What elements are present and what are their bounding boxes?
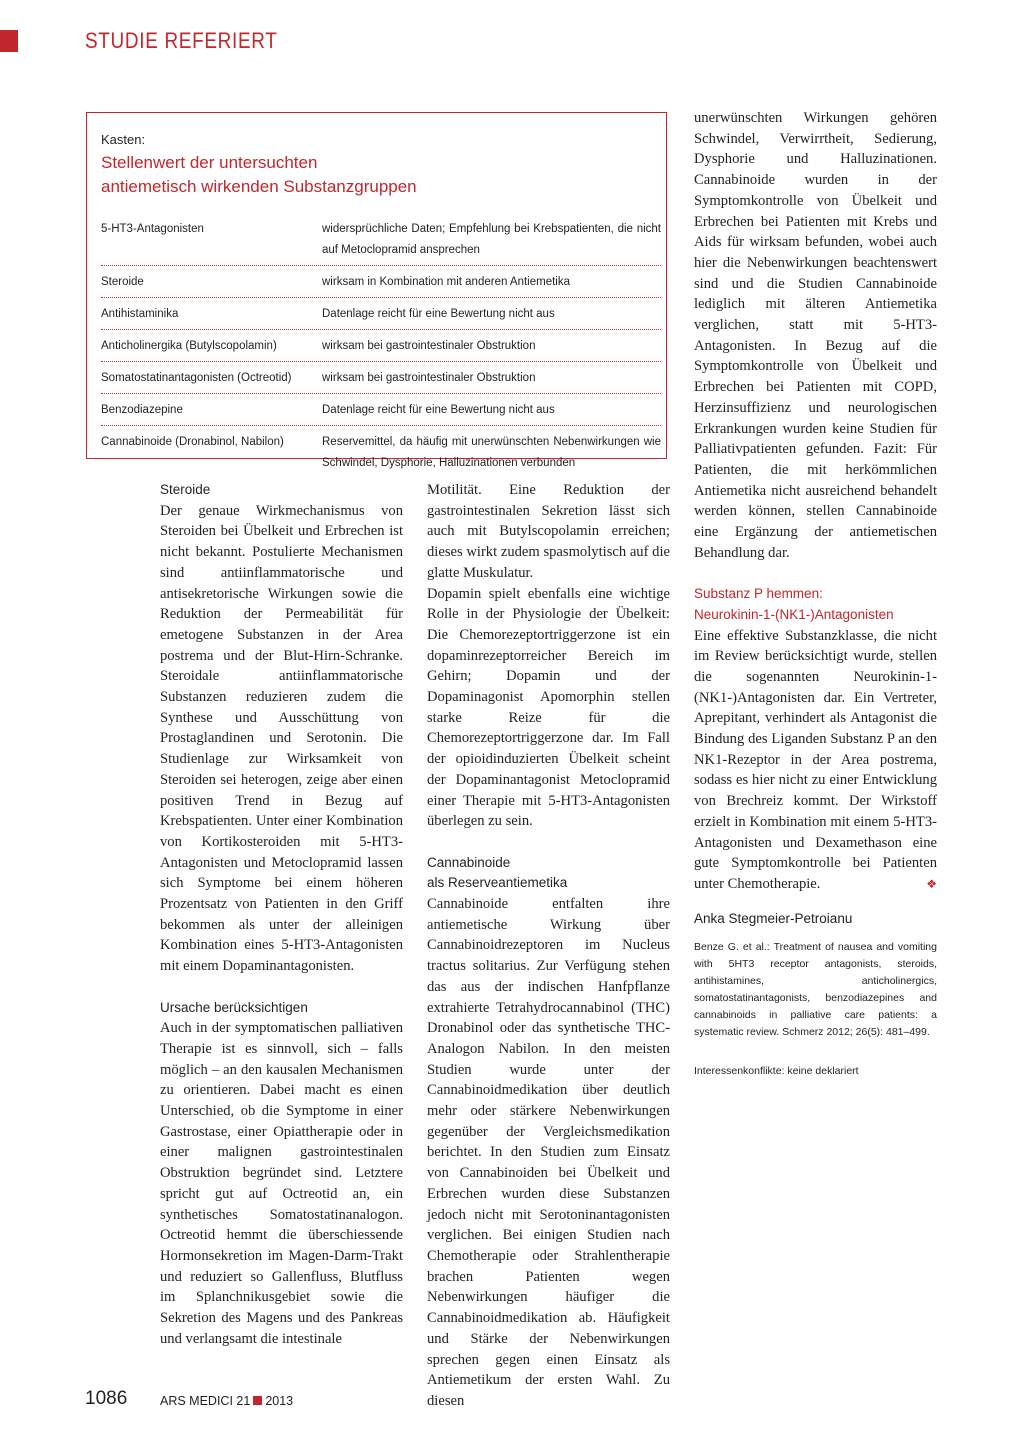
substance-rating: wirksam in Kombination mit anderen Antiemetika — [322, 276, 571, 288]
box-title-line: Stellenwert der untersuchten — [101, 153, 318, 172]
conflict-of-interest: Interessenkonflikte: keine deklariert — [694, 1065, 859, 1078]
subheading-substanz-p: Substanz P hemmen: — [694, 586, 823, 602]
table-row — [101, 432, 661, 478]
substance-group: Antihistaminika — [101, 308, 179, 320]
subheading-cannabinoide-line2: als Reserveantiemetika — [427, 875, 568, 891]
paragraph-cannabinoide-continued: unerwünschten Wirkungen gehören Schwindel, Verwirrtheit, Sedierung, Dysphorie und Halluzinationen. Cannabinoide wurden in der Symptomkontrolle von Übelkeit und Erbrechen bei Patienten mit Krebs und Aids für wirksam befunden, wobei auch hier die Nebenwirkungen beachtenswert sind und die Studien Cannabinoide lediglich mit älteren Antiemetika verglichen, statt mit 5-HT3-Antagonisten. In Bezug auf die Symptomkontrolle von Übelkeit und Erbrechen bei Patienten mit COPD, Herzinsuffizienz und neurologischen Erkrankungen wurden keine Studien für Palliativpatienten gefunden. Fazit: Für Patienten, die mit herkömmlichen Antiemetika nicht ausreichend behandelt werden können, stellen Cannabinoide eine Ergänzung der antiemetischen Behandlung dar. — [694, 110, 937, 561]
paragraph-ursache: Auch in der symptomatischen palliativen Therapie ist es sinnvoll, sich – falls möglich – an den kausalen Mechanismen zu orientieren. Dabei macht es einen Unterschied, ob die Symptome in einer Gastrostase, einer Opiattherapie oder in einer malignen gastrointestinalen Obstruktion begründet sind. Letztere spricht gut auf Octreotid an, ein synthetisches Somatostatinanalogon. Octreotid hemmt die überschiessende Hormonsekretion im Magen-Darm-Trakt und reduziert so Gallenfluss, Blutfluss im Splanchnikusgebiet sowie die Sekretion des Magens und des Pankreas und verlangsamt die intestinale — [160, 1020, 403, 1347]
journal-info — [160, 1394, 293, 1408]
substance-group: Benzodiazepine — [101, 404, 183, 416]
substance-group: Somatostatinantagonisten (Octreotid) — [101, 372, 292, 384]
paragraph-substanz-p-text: Eine effektive Substanzklasse, die nicht im Review berücksichtigt wurde, stellen die sogenannten Neurokinin-1-(NK1-)Antagonisten dar. Ein Vertreter, Aprepitant, verhindert als Antagonist die Bindung des Liganden Substanz P an den NK1-Rezeptor in der Area postrema, sodass es hier nicht zu einer Entwicklung von Brechreiz kommt. Der Wirkstoff erzielt in Kombination mit einem 5-HT3-Antagonisten und Dexamethason eine gute Symptomkontrolle bei Patienten unter Chemotherapie. — [694, 627, 937, 892]
substance-group: Anticholinergika (Butylscopolamin) — [101, 340, 277, 352]
substance-table — [101, 219, 661, 484]
table-row — [101, 368, 661, 394]
author-name: Anka Stegmeier-Petroianu — [694, 910, 853, 926]
paragraph-steroide: Der genaue Wirkmechanismus von Steroiden bei Übelkeit und Erbrechen ist nicht bekannt. Postulierte Mechanismen sind antiinflammatorische und antisekretorische Wirkungen sowie die Reduktion der Permeabilität für emetogene Substanzen in der Area postrema und der Blut-Hirn-Schranke. Steroidale antiinflammatorische Substanzen reduzieren zudem die Synthese und Ausschüttung von Prostaglandinen und Serotonin. Die Studienlage zur Wirksamkeit von Steroiden sei heterogen, zeige aber einen positiven Trend in Bezug auf Krebspatienten. Unter einer Kombination von Kortikosteroiden mit 5-HT3-Antagonisten und Metoclopramid lassen sich Symptome bei einem höheren Prozentsatz von Patienten in den Griff bekommen als unter der alleinigen Kombination eines 5-HT3-Antagonisten mit einem Dopaminantagonisten. — [160, 502, 403, 975]
substance-rating: Datenlage reicht für eine Bewertung nicht aus — [322, 308, 555, 320]
page-number: 1086 — [85, 1388, 128, 1409]
section-title: STUDIE REFERIERT — [85, 28, 278, 53]
substance-group: 5-HT3-Antagonisten — [101, 223, 204, 235]
section-marker — [0, 30, 18, 52]
table-row — [101, 272, 661, 298]
substance-group: Steroide — [101, 276, 144, 288]
substance-group: Cannabinoide (Dronabinol, Nabilon) — [101, 436, 284, 448]
table-row — [101, 219, 661, 266]
paragraph-substanz-p — [694, 626, 937, 895]
article-column-2 — [427, 480, 670, 1412]
substance-rating: Datenlage reicht für eine Bewertung nicht aus — [322, 404, 555, 416]
subheading-steroide: Steroide — [160, 482, 211, 497]
table-row — [101, 336, 661, 362]
box-kicker: Kasten: — [101, 132, 146, 147]
table-row — [101, 304, 661, 330]
journal-year: 2013 — [265, 1394, 294, 1408]
subheading-ursache: Ursache berücksichtigen — [160, 999, 308, 1015]
box-title-line: antiemetisch wirkenden Substanzgruppen — [101, 177, 417, 196]
box-title — [101, 151, 417, 199]
substance-rating: widersprüchliche Daten; Empfehlung bei Krebspatienten, die nicht auf Metoclopramid ansprechen — [322, 223, 661, 256]
paragraph-motilitaet: Motilität. Eine Reduktion der gastrointestinalen Sekretion lässt sich auch mit Butylscopolamin erreichen; dieses wirkt zudem spasmolytisch auf die glatte Muskulatur. — [427, 482, 670, 581]
subheading-cannabinoide: Cannabinoide — [427, 854, 511, 870]
article-column-3 — [694, 108, 937, 1082]
journal-name: ARS MEDICI 21 — [160, 1394, 251, 1408]
paragraph-dopamin: Dopamin spielt ebenfalls eine wichtige Rolle in der Physiologie der Übelkeit: Die Chemorezeptortriggerzone ist ein dopaminrezeptorreicher Bereich im Gehirn; Dopamin und der Dopaminagonist Apomorphin stellen starke Reize für die Chemorezeptortriggerzone dar. Im Fall der opioidinduzierten Übelkeit scheint der Dopaminantagonist Metoclopramid einer Therapie mit 5-HT3-Antagonisten überlegen zu sein. — [427, 585, 670, 830]
info-box — [86, 112, 667, 469]
substance-rating: wirksam bei gastrointestinaler Obstruktion — [322, 372, 536, 384]
substance-rating: wirksam bei gastrointestinaler Obstruktion — [322, 340, 536, 352]
article-column-1 — [160, 480, 403, 1350]
reference: Benze G. et al.: Treatment of nausea and vomiting with 5HT3 receptor antagonists, steroids, antihistamines, anticholinergics, somatostatinantagonists, benzodiazepines and cannabinoids in palliative care patients: a systematic review. Schmerz 2012; 26(5): 481–499. — [694, 941, 937, 1039]
paragraph-cannabinoide: Cannabinoide entfalten ihre antiemetische Wirkung über Cannabinoidrezeptoren im Nucleus tractus solitarius. Zur Verfügung stehen das aus der indischen Hanfpflanze extrahierte Tetrahydrocannabinol (THC) Dronabinol oder das synthetische THC-Analogon Nabilon. In den meisten Studien wurde unter der Cannabinoidmedikation über deutlich mehr oder stärkere Nebenwirkungen gegenüber der Vergleichsmedikation berichtet. In den Studien zum Einsatz von Cannabinoiden bei Übelkeit und Erbrechen wurden diese Substanzen jedoch nicht mit Serotoninantagonisten verglichen. Bei einigen Studien nach Chemotherapie oder Strahlentherapie brachen Patienten wegen Nebenwirkungen häufiger die Cannabinoidmedikation ab. Häufigkeit und Stärke der Nebenwirkungen sprechen gegen einen Einsatz als Antiemetikum der ersten Wahl. Zu diesen — [427, 896, 670, 1409]
separator-square — [253, 1396, 262, 1405]
subheading-substanz-p-line2: Neurokinin-1-(NK1-)Antagonisten — [694, 606, 894, 622]
substance-rating: Reservemittel, da häufig mit unerwünschten Nebenwirkungen wie Schwindel, Dysphorie, Halluzinationen verbunden — [322, 436, 661, 469]
table-row — [101, 400, 661, 426]
end-mark-icon: ❖ — [926, 877, 937, 891]
